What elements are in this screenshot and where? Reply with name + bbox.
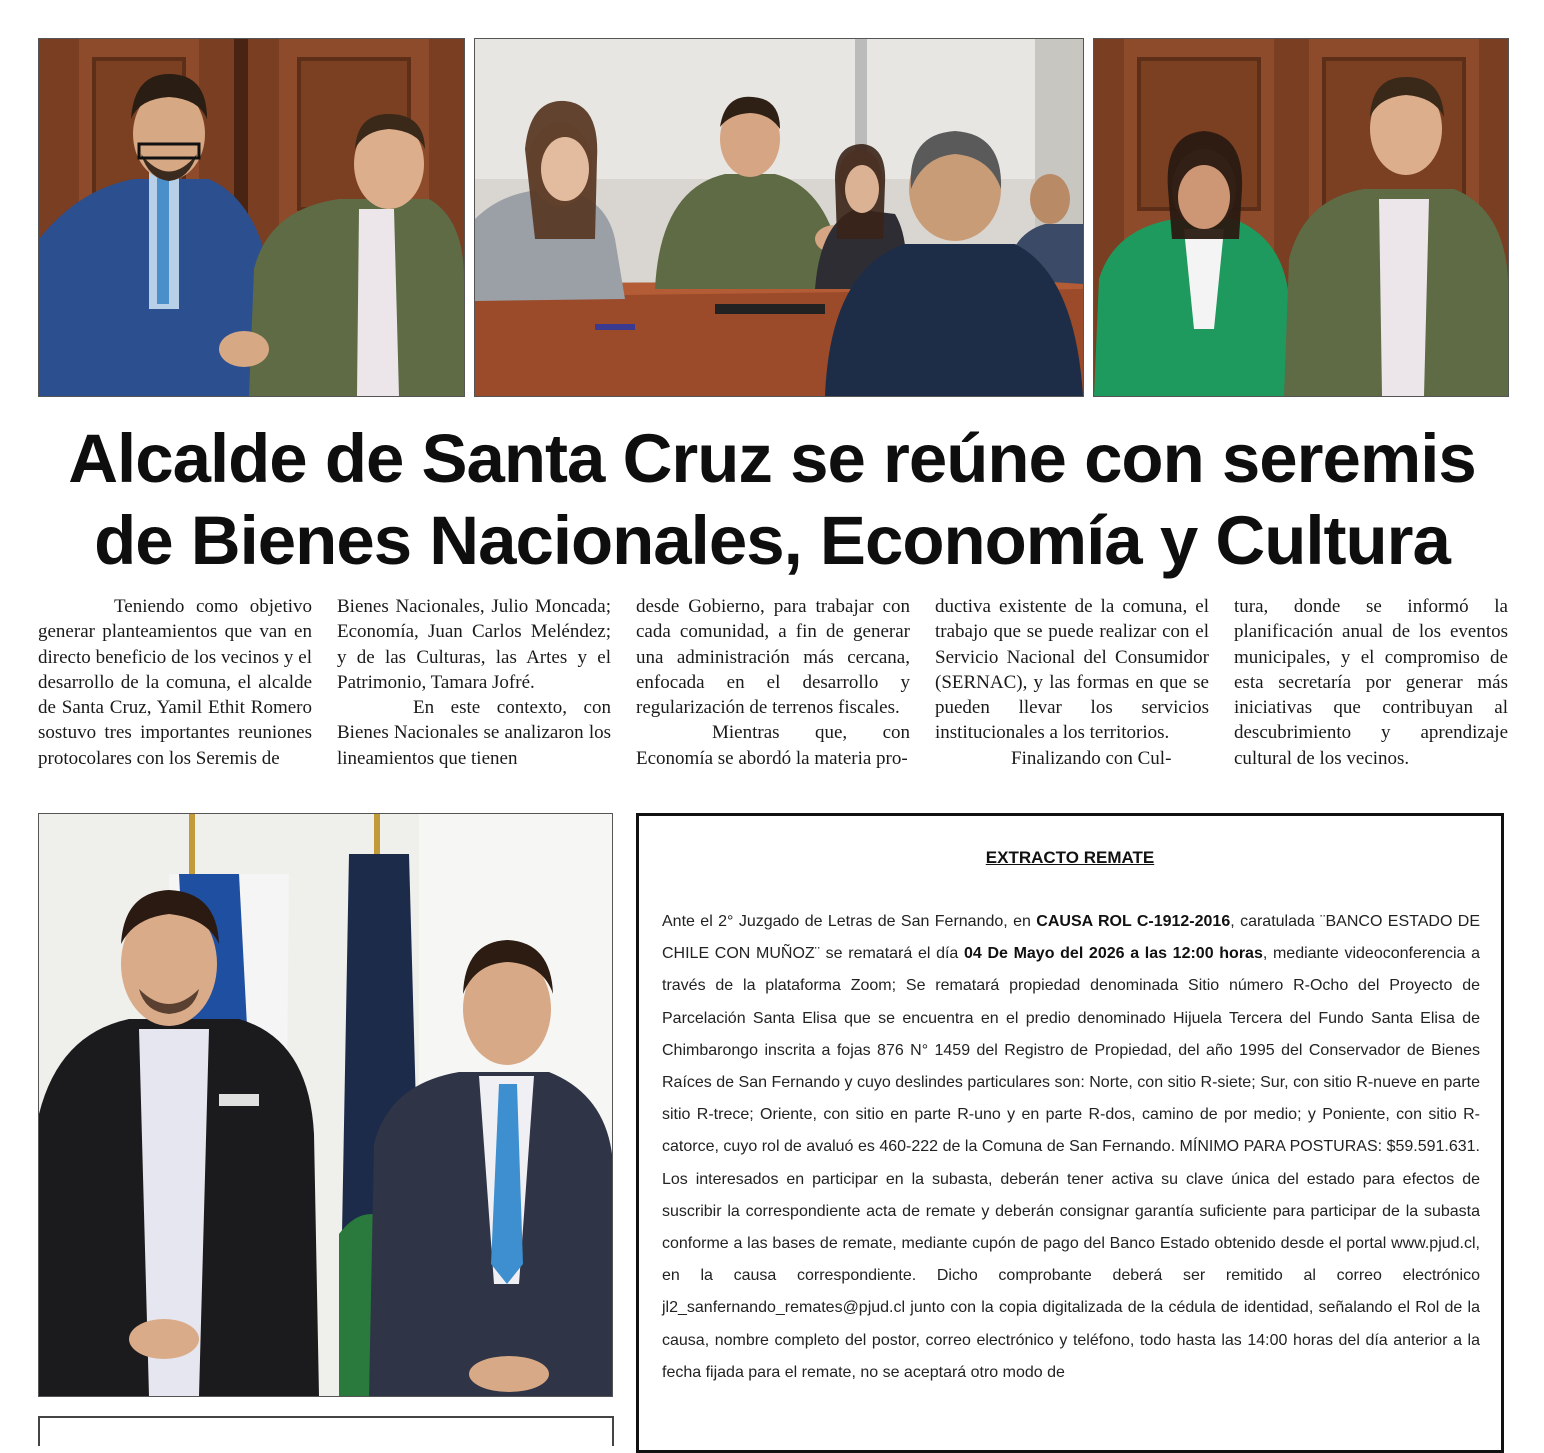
article-column-5: [1234, 594, 1508, 771]
extract-title: EXTRACTO REMATE: [985, 848, 1155, 867]
extract-case-number: CAUSA ROL C-1912-2016: [1036, 913, 1231, 930]
article-column-4: [935, 594, 1209, 771]
article-column-1: [38, 594, 312, 771]
extract-text: , mediante videoconferencia a través de la plataforma Zoom; Se rematará propiedad denominada Sitio número R-Ocho del Proyecto de Parcelación Santa Elisa que se encuentra en el predio denominado Hijuela Tercera del Fundo Santa Elisa de Chimbarongo inscrita a fojas 876 N° 1459 del Registro de Propiedad, del año 1995 del Conservador de Bienes Raíces de San Fernando y cuyo deslindes particulares son: Norte, con sitio R-siete; Sur, con sitio R-nueve en parte sitio R-trece; Oriente, con sitio en parte R-uno y en parte R-dos, camino de por medio; y Poniente, con sitio R-catorce, cuyo rol de avaluó es 460-222 de la Comuna de San Fernando. MÍNIMO PARA POSTURAS: $59.591.631. Los interesados en participar en la subasta, deberán tener activa su clave única del estado para efectos de suscribir la correspondiente acta de remate y deberán consignar garantía suficiente para participar de la subasta conforme a las bases de remate, mediante cupón de pago del Banco Estado obtenido desde el portal www.pjud.cl, en la causa correspondiente. Dicho comprobante deberá ser remitido al correo electrónico jl2_sanfernando_remates@pjud.cl junto con la copia digitalizada de la cédula de identidad, señalando el Rol de la causa, nombre completo del postor, correo electrónico y teléfono, todo hasta las 14:00 horas del día anterior a la fecha fijada para el remate, no se aceptará otro modo de: [662, 945, 1481, 1381]
photo-meeting-table: [474, 38, 1084, 397]
extract-auction-date: 04 De Mayo del 2026 a las 12:00 horas: [963, 945, 1263, 963]
auction-extract-box: [636, 813, 1504, 1453]
article-column-2: [337, 594, 611, 771]
column-paragraph: desde Gobierno, para trabajar con cada comunidad, a fin de generar una administración más cercana, enfocada en el desarrollo y regularización de terrenos fiscales.: [636, 596, 910, 719]
column-paragraph: En este contexto, con Bienes Nacionales se analizaron los lineamientos que tienen: [337, 697, 611, 769]
column-paragraph: tura, donde se informó la planificación anual de los eventos municipales, y el compromiso de esta secretaría por generar más iniciativas que contribuyan al descubrimiento y aprendizaje cultural de los vecinos.: [1234, 596, 1508, 769]
photo-mayor-handshake: [38, 38, 465, 397]
extract-text: Ante el 2° Juzgado de Letras de San Fernando, en: [662, 913, 1037, 930]
column-paragraph: Finalizando con Cul-: [1011, 747, 1172, 769]
extract-body: [662, 906, 1480, 1389]
extract-text: , caratulada ¨BANCO ESTADO DE CHILE CON MUÑOZ¨ se rematará el día: [662, 913, 1480, 963]
column-paragraph: Mientras que, con Economía se abordó la materia pro-: [636, 722, 910, 769]
column-paragraph: Bienes Nacionales, Julio Moncada; Economía, Juan Carlos Meléndez; y de las Culturas, las Artes y el Patrimonio, Tamara Jofré.: [337, 596, 611, 693]
photo-mayor-with-flags: [38, 813, 613, 1397]
column-paragraph: ductiva existente de la comuna, el trabajo que se puede realizar con el Servicio Nacional del Consumidor (SERNAC), y las formas en que se pueden llevar los servicios institucionales a los territorios.: [935, 596, 1209, 744]
article-column-3: [636, 594, 910, 771]
next-article-box-edge: [38, 1416, 614, 1446]
photo-mayor-with-seremi: [1093, 38, 1509, 397]
headline-line-2: de Bienes Nacionales, Economía y Cultura: [94, 502, 1450, 579]
article-headline: [30, 418, 1514, 582]
column-paragraph: Teniendo como objetivo generar planteamientos que van en directo beneficio de los vecinos y el desarrollo de la comuna, el alcalde de Santa Cruz, Yamil Ethit Romero sostuvo tres importantes reuniones protocolares con los Seremis de: [38, 596, 312, 769]
headline-line-1: Alcalde de Santa Cruz se reúne con seremis: [68, 420, 1476, 497]
